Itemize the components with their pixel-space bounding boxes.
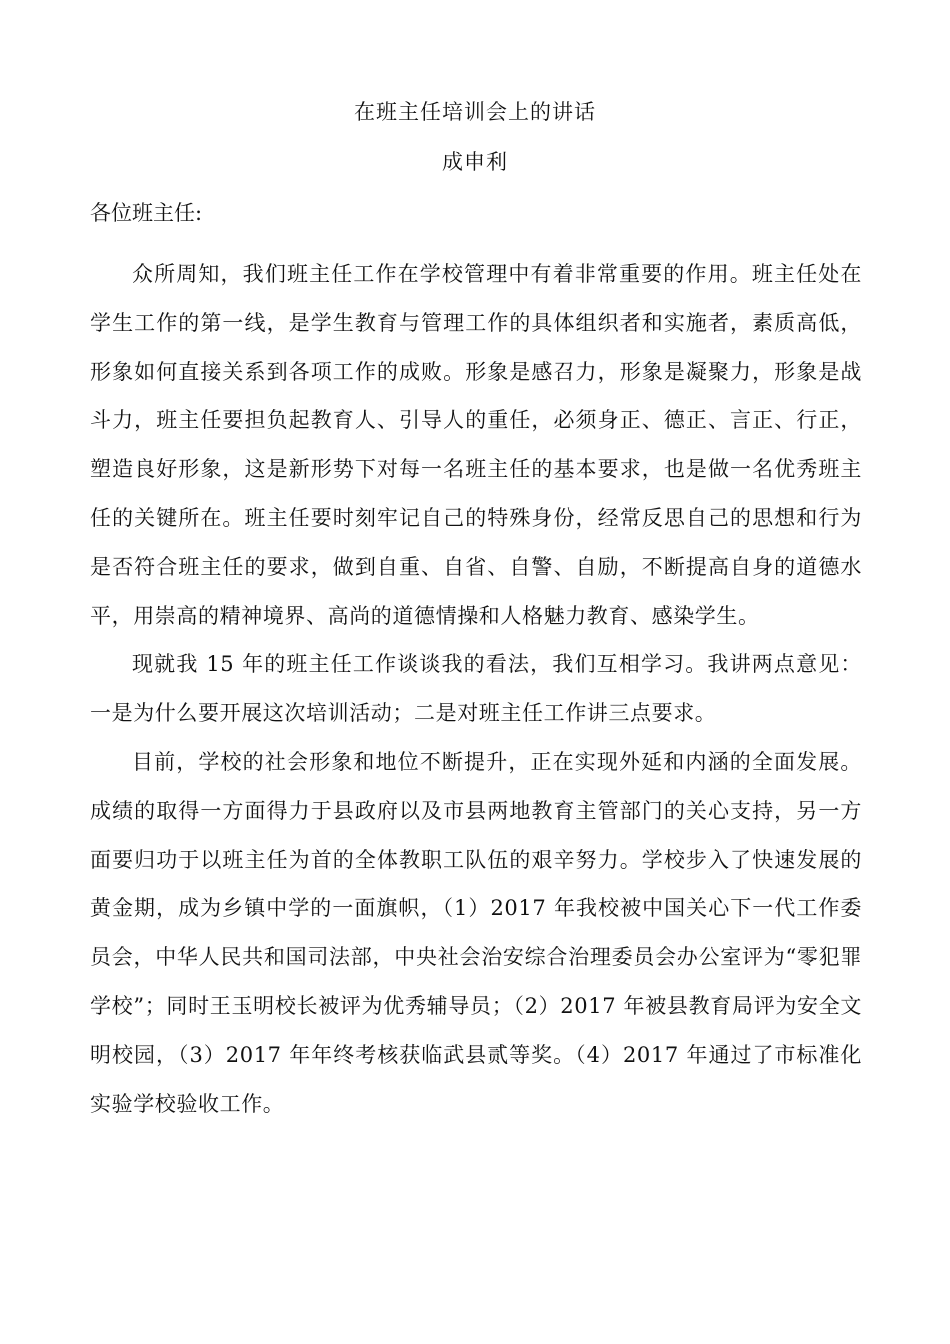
paragraph-outline: 现就我 15 年的班主任工作谈谈我的看法，我们互相学习。我讲两点意见：一是为什么要开展这次培训活动；二是对班主任工作讲三点要求。 (90, 652, 862, 726)
document-body (90, 250, 862, 1128)
greeting: 各位班主任: (90, 201, 203, 225)
paragraph-achievements: 目前，学校的社会形象和地位不断提升，正在实现外延和内涵的全面发展。成绩的取得一方面得力于县政府以及市县两地教育主管部门的关心支持，另一方面要归功于以班主任为首的全体教职工队伍的艰辛努力。学校步入了快速发展的黄金期，成为乡镇中学的一面旗帜，（1）2017 年我校被中国关心下一代工作委员会，中华人民共和国司法部，中央社会治安综合治理委员会办公室评为“零犯罪学校”；同时王玉明校长被评为优秀辅导员；（2）2017 年被县教育局评为安全文明校园，（3）2017 年年终考核获临武县贰等奖。（4）2017 年通过了市标准化实验学校验收工作。 (90, 749, 862, 1116)
document-title: 在班主任培训会上的讲话 (354, 100, 596, 124)
paragraph-intro: 众所周知，我们班主任工作在学校管理中有着非常重要的作用。班主任处在学生工作的第一线，是学生教育与管理工作的具体组织者和实施者，素质高低，形象如何直接关系到各项工作的成败。形象是感召力，形象是凝聚力，形象是战斗力，班主任要担负起教育人、引导人的重任，必须身正、德正、言正、行正，塑造良好形象，这是新形势下对每一名班主任的基本要求，也是做一名优秀班主任的关键所在。班主任要时刻牢记自己的特殊身份，经常反思自己的思想和行为是否符合班主任的要求，做到自重、自省、自警、自励，不断提高自身的道德水平，用崇高的精神境界、高尚的道德情操和人格魅力教育、感染学生。 (90, 262, 862, 628)
author-name: 成申利 (442, 150, 508, 174)
